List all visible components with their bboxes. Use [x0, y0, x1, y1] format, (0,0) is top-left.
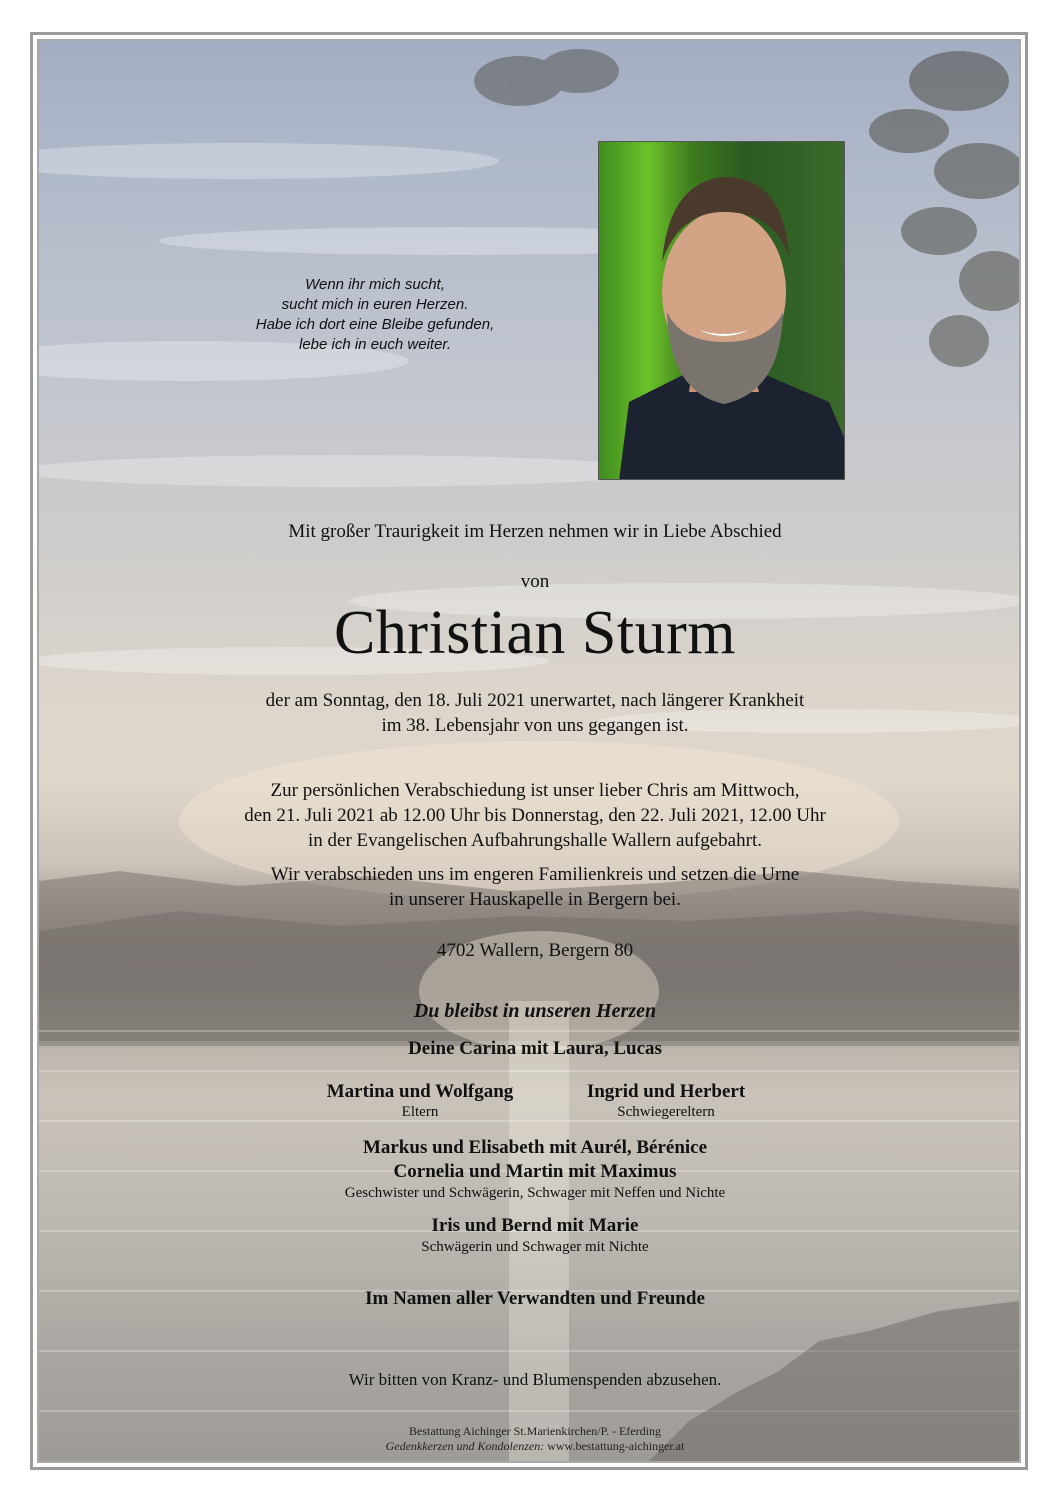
footer	[37, 1424, 1033, 1454]
urn-notice	[37, 862, 1033, 912]
footer-url[interactable]: www.bestattung-aichinger.at	[547, 1439, 685, 1453]
in-laws-name: Iris und Bernd mit Marie	[431, 1215, 639, 1236]
sibling-name: Cornelia und Martin mit Maximus	[393, 1161, 677, 1182]
sibling-name: Markus und Elisabeth mit Aurél, Bérénice	[362, 1137, 708, 1158]
viewing-notice	[37, 778, 1033, 853]
relatives-line: Im Namen aller Verwandten und Freunde	[365, 1288, 705, 1309]
tree-leaves-top	[439, 41, 639, 131]
siblings-role: Geschwister und Schwägerin, Schwager mit Neffen und Nichte	[344, 1185, 726, 1201]
viewing-line: den 21. Juli 2021 ab 12.00 Uhr bis Donnerstag, den 22. Juli 2021, 12.00 Uhr	[244, 805, 826, 826]
memorial-quote	[210, 275, 540, 355]
footer-undertaker: Bestattung Aichinger St.Marienkirchen/P. - Eferding	[409, 1424, 661, 1438]
footer-condolences	[37, 1439, 1033, 1454]
parents-in-law-block	[516, 1080, 816, 1120]
quote-line: lebe ich in euch weiter.	[298, 336, 452, 353]
von-text: von	[520, 571, 550, 592]
parents-role: Eltern	[401, 1104, 439, 1120]
parents-name: Martina und Wolfgang	[326, 1081, 514, 1102]
viewing-line: in der Evangelischen Aufbahrungshalle Wallern aufgebahrt.	[308, 830, 762, 851]
portrait-photo	[598, 141, 845, 480]
quote-line: Wenn ihr mich sucht,	[305, 276, 445, 293]
quote-line: Habe ich dort eine Bleibe gefunden,	[255, 316, 495, 333]
main-mourner: Deine Carina mit Laura, Lucas	[408, 1038, 662, 1059]
in-laws-role: Schwägerin und Schwager mit Nichte	[421, 1239, 649, 1255]
quote-line: sucht mich in euren Herzen.	[281, 296, 469, 313]
intro-text: Mit großer Traurigkeit im Herzen nehmen wir in Liebe Abschied	[288, 521, 782, 542]
portrait-figure	[599, 142, 845, 480]
siblings-block	[37, 1136, 1033, 1202]
parents-in-law-role: Schwiegereltern	[617, 1104, 715, 1120]
motto: Du bleibst in unseren Herzen	[413, 1000, 657, 1022]
address: 4702 Wallern, Bergern 80	[436, 940, 634, 961]
urn-line: Wir verabschieden uns im engeren Familienkreis und setzen die Urne	[270, 864, 800, 885]
death-line: im 38. Lebensjahr von uns gegangen ist.	[381, 715, 689, 736]
viewing-line: Zur persönlichen Verabschiedung ist unser lieber Chris am Mittwoch,	[270, 780, 800, 801]
parents-in-law-name: Ingrid und Herbert	[586, 1081, 746, 1102]
death-notice	[37, 688, 1033, 738]
deceased-name: Christian Sturm	[334, 599, 736, 667]
footer-condolences-label: Gedenkkerzen und Kondolenzen:	[385, 1439, 545, 1453]
in-laws-block	[37, 1214, 1033, 1256]
urn-line: in unserer Hauskapelle in Bergern bei.	[389, 889, 681, 910]
death-line: der am Sonntag, den 18. Juli 2021 unerwartet, nach längerer Krankheit	[265, 690, 805, 711]
flowers-note: Wir bitten von Kranz- und Blumenspenden abzusehen.	[348, 1370, 722, 1389]
